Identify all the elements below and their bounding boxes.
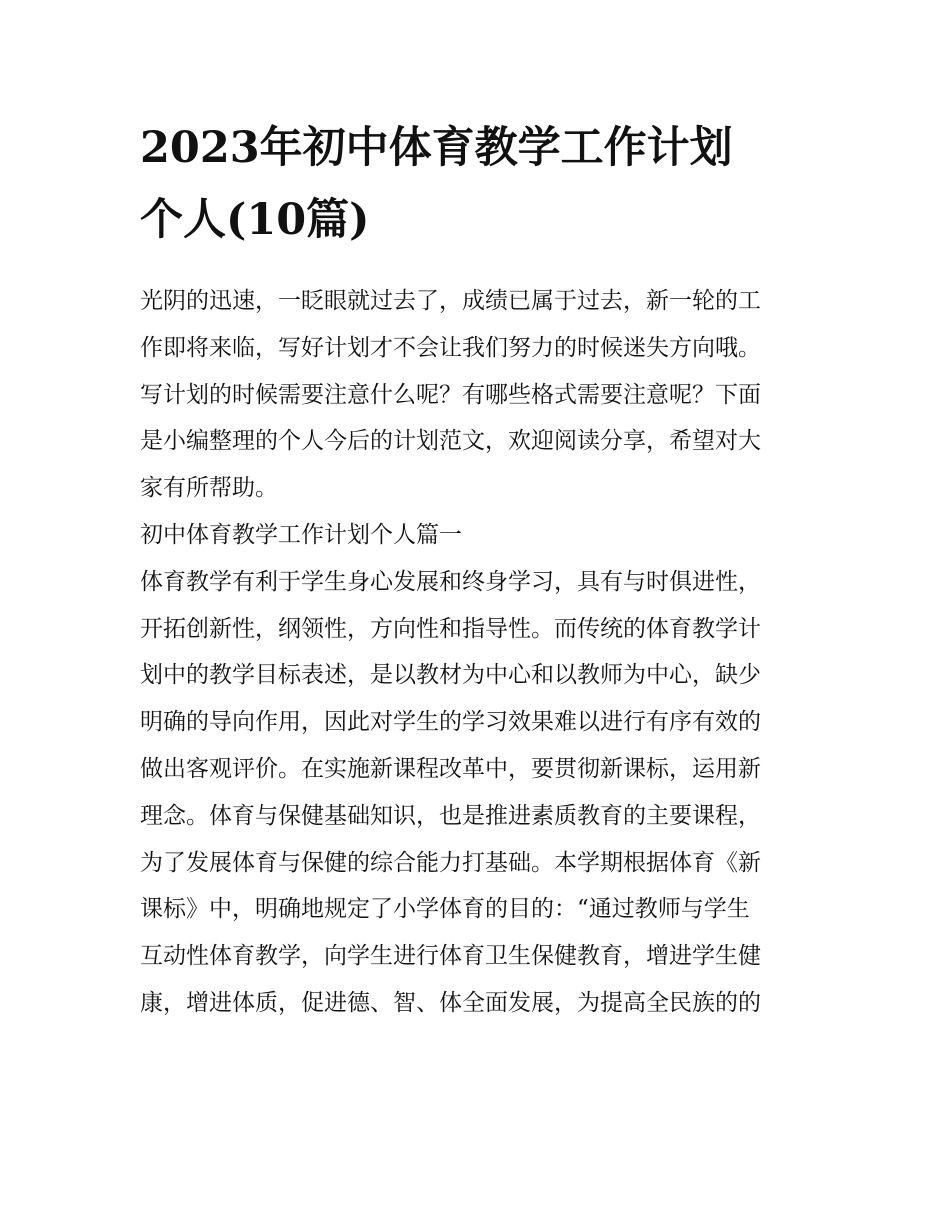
section-line: 为了发展体育与保健的综合能力打基础。本学期根据体育《新 bbox=[140, 849, 761, 876]
intro-line: 光阴的迅速，一眨眼就过去了，成绩已属于过去，新一轮的工 bbox=[140, 288, 761, 314]
intro-line: 作即将来临，写好计划才不会让我们努力的时候迷失方向哦。 bbox=[140, 334, 761, 361]
section-line: 体育教学有利于学生身心发展和终身学习，具有与时俱进性， bbox=[140, 568, 761, 595]
intro-line: 是小编整理的个人今后的计划范文，欢迎阅读分享，希望对大 bbox=[140, 428, 761, 455]
intro-line: 家有所帮助。 bbox=[140, 475, 278, 502]
intro-line: 写计划的时候需要注意什么呢？有哪些格式需要注意呢？下面 bbox=[140, 381, 761, 408]
intro-paragraph bbox=[140, 278, 820, 512]
section-line: 康，增进体质，促进德、智、体全面发展，为提高全民族的的 bbox=[140, 989, 761, 1016]
section-line: 开拓创新性，纲领性，方向性和指导性。而传统的体育教学计 bbox=[140, 615, 761, 642]
section-line: 划中的教学目标表述，是以教材为中心和以教师为中心，缺少 bbox=[140, 662, 761, 689]
section-line: 课标》中，明确地规定了小学体育的目的：“通过教师与学生 bbox=[140, 896, 750, 923]
section-line: 互动性体育教学，向学生进行体育卫生保健教育，增进学生健 bbox=[140, 943, 761, 970]
section-paragraph bbox=[140, 559, 820, 1027]
title-line-1: 2023年初中体育教学工作计划 bbox=[140, 123, 733, 173]
document-title bbox=[140, 112, 820, 256]
document-body bbox=[140, 278, 820, 1027]
title-line-2: 个人(10篇) bbox=[140, 195, 370, 245]
section-heading: 初中体育教学工作计划个人篇一 bbox=[140, 521, 462, 548]
section-line: 明确的导向作用，因此对学生的学习效果难以进行有序有效的 bbox=[140, 709, 761, 736]
section-line: 做出客观评价。在实施新课程改革中，要贯彻新课标，运用新 bbox=[140, 755, 761, 782]
section-line: 理念。体育与保健基础知识，也是推进素质教育的主要课程， bbox=[140, 802, 761, 829]
